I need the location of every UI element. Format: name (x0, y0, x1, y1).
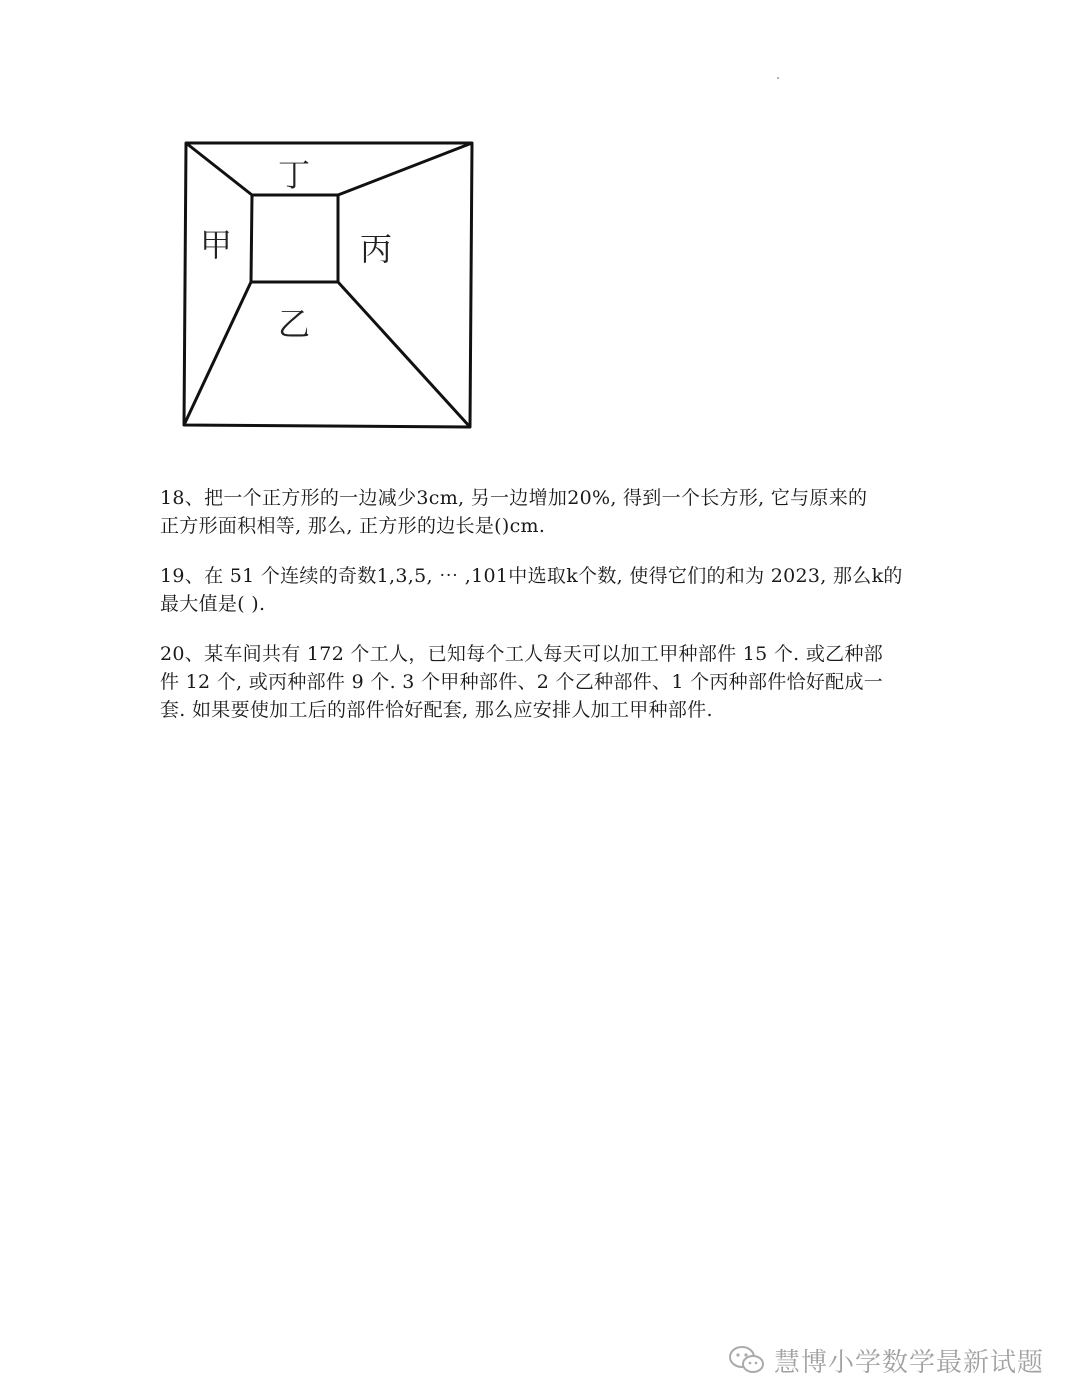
question-line: 套. 如果要使加工后的部件恰好配套, 那么应安排人加工甲种部件. (160, 699, 713, 721)
figure-svg (176, 132, 482, 434)
outer-square (184, 143, 472, 427)
scan-speck (777, 77, 779, 79)
question-line: 最大值是( ). (160, 593, 266, 615)
line-bottom-left (184, 282, 251, 425)
question-list (160, 484, 930, 746)
question-line: 18、把一个正方形的一边减少3cm, 另一边增加20%, 得到一个长方形, 它与原来的 (160, 487, 868, 509)
question-18 (160, 484, 930, 540)
watermark (728, 1340, 1044, 1380)
label-bing: 丙 (359, 230, 393, 268)
question-line: 正方形面积相等, 那么, 正方形的边长是()cm. (160, 515, 546, 537)
square-trapezoid-figure (176, 132, 482, 434)
line-top-left (186, 143, 252, 195)
wechat-icon (728, 1345, 766, 1375)
label-ding: 丁 (277, 156, 311, 194)
question-line: 19、在 51 个连续的奇数1,3,5, ⋯ ,101中选取k个数, 使得它们的和为 2023, 那么k的 (160, 565, 903, 587)
line-top-right (338, 143, 472, 195)
question-20 (160, 640, 930, 724)
question-line: 件 12 个, 或丙种部件 9 个. 3 个甲种部件、2 个乙种部件、1 个丙种部件恰好配成一 (160, 671, 884, 693)
question-line: 20、某车间共有 172 个工人，已知每个工人每天可以加工甲种部件 15 个. 或乙种部 (160, 643, 884, 665)
label-yi: 乙 (277, 305, 311, 343)
label-jia: 甲 (199, 226, 233, 264)
watermark-text: 慧博小学数学最新试题 (773, 1347, 1044, 1378)
line-bottom-right (338, 282, 470, 427)
question-19 (160, 562, 930, 618)
inner-square (251, 195, 338, 282)
